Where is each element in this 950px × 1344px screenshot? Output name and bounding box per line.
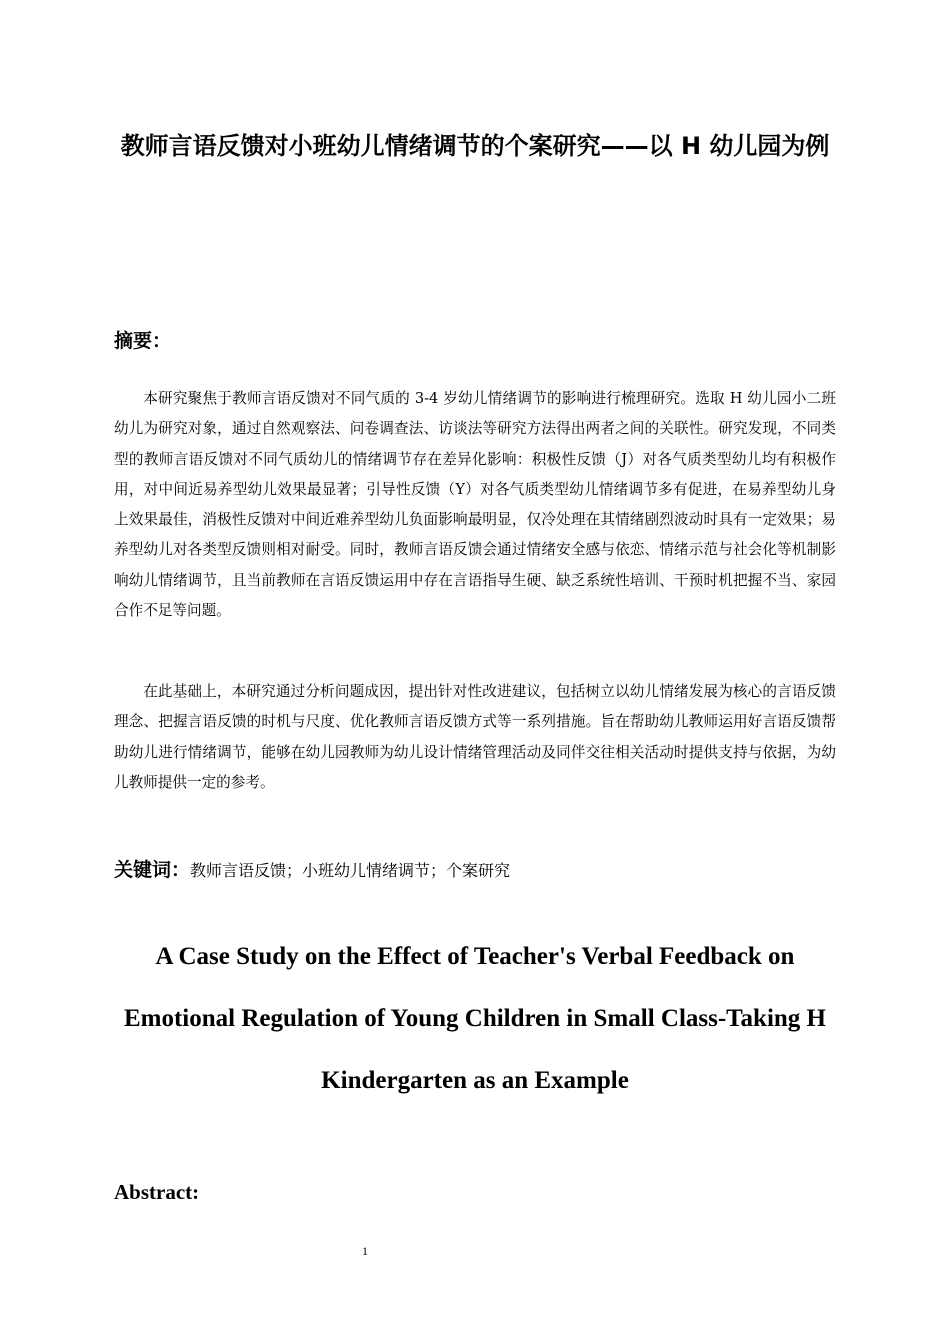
- keywords-line: [114, 855, 836, 882]
- english-title: A Case Study on the Effect of Teacher's Verbal Feedback on Emotional Regulation of Young Children in Small Class-Taking H Kindergarten as an Example: [123, 943, 826, 1094]
- keywords-label: 关键词：: [114, 859, 191, 881]
- page-number: 1: [362, 1244, 368, 1258]
- chinese-abstract-paragraph-1: 本研究聚焦于教师言语反馈对不同气质的 3-4 岁幼儿情绪调节的影响进行梳理研究。选取 H 幼儿园小二班幼儿为研究对象，通过自然观察法、问卷调查法、访谈法等研究方法得出两者之间的关联性。研究发现，不同类型的教师言语反馈对不同气质幼儿的情绪调节存在差异化影响：积极性反馈（J）对各气质类型幼儿均有积极作用，对中间近易养型幼儿效果最显著；引导性反馈（Y）对各气质类型幼儿情绪调节多有促进，在易养型幼儿身上效果最佳，消极性反馈对中间近难养型幼儿负面影响最明显，仅冷处理在其情绪剧烈波动时具有一定效果；易养型幼儿对各类型反馈则相对耐受。同时，教师言语反馈会通过情绪安全感与依恋、情绪示范与社会化等机制影响幼儿情绪调节，且当前教师在言语反馈运用中存在言语指导生硬、缺乏系统性培训、干预时机把握不当、家园合作不足等问题。: [114, 390, 836, 620]
- chinese-abstract-heading: 摘要：: [114, 330, 172, 352]
- chinese-title: 教师言语反馈对小班幼儿情绪调节的个案研究——以 H 幼儿园为例: [120, 132, 830, 160]
- english-abstract-heading: Abstract:: [114, 1180, 200, 1204]
- chinese-abstract-paragraph-2: 在此基础上，本研究通过分析问题成因，提出针对性改进建议，包括树立以幼儿情绪发展为核心的言语反馈理念、把握言语反馈的时机与尺度、优化教师言语反馈方式等一系列措施。旨在帮助幼儿教师运用好言语反馈帮助幼儿进行情绪调节，能够在幼儿园教师为幼儿设计情绪管理活动及同伴交往相关活动时提供支持与依据，为幼儿教师提供一定的参考。: [114, 683, 836, 791]
- keywords-text: 教师言语反馈；小班幼儿情绪调节；个案研究: [190, 861, 511, 880]
